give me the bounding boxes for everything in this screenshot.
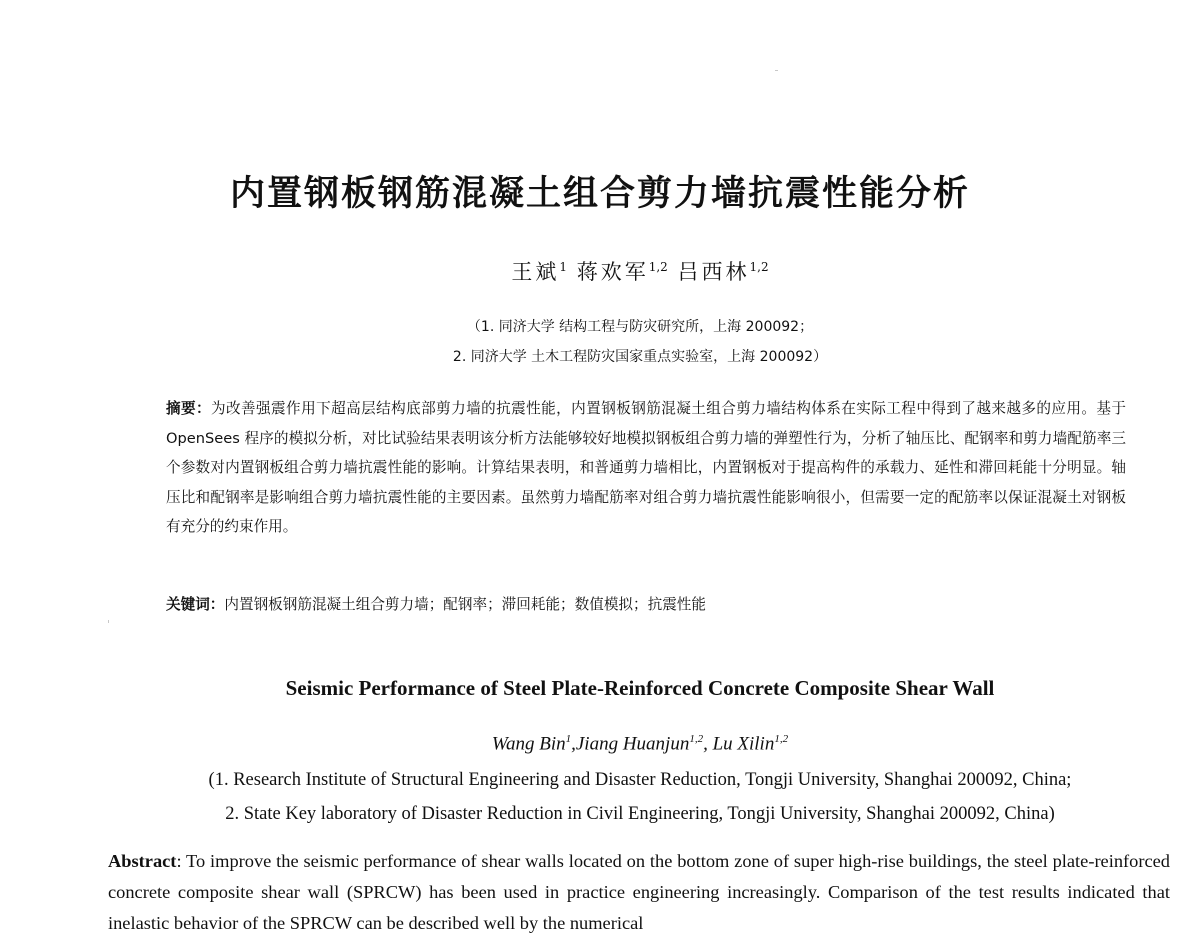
author-affil-sup: 1,2: [689, 733, 704, 745]
abstract-label: Abstract: [108, 851, 177, 871]
author-name: 王斌: [511, 260, 560, 284]
chinese-title: 内置钢板钢筋混凝土组合剪力墙抗震性能分析: [229, 174, 970, 214]
chinese-affiliation-line: （1. 同济大学 结构工程与防灾研究所，上海 200092；: [466, 319, 814, 335]
chinese-abstract: [166, 394, 1126, 542]
keywords-label: 关键词：: [166, 596, 225, 613]
abstract-text: 为改善强震作用下超高层结构底部剪力墙的抗震性能，内置钢板钢筋混凝土组合剪力墙结构体系在实际工程中得到了越来越多的应用。基于 OpenSees 程序的模拟分析，对比试验结果表明该分析方法能够较好地模拟钢板组合剪力墙的弹塑性行为，分析了轴压比、配钢率和剪力墙配筋率三个参数对内置钢板组合剪力墙抗震性能的影响。计算结果表明，和普通剪力墙相比，内置钢板对于提高构件的承载力、延性和滞回耗能十分明显。轴压比和配钢率是影响组合剪力墙抗震性能的主要因素。虽然剪力墙配筋率对组合剪力墙抗震性能影响很小，但需要一定的配筋率以保证混凝土对钢板有充分的约束作用。: [166, 400, 1126, 536]
author-name: 蒋欢军: [576, 260, 649, 284]
chinese-authors: [0, 256, 1200, 286]
author-affil-sup: 1,2: [774, 733, 789, 745]
english-affiliation-line: (1. Research Institute of Structural Engineering and Disaster Reduction, Tongji University, Shanghai 200092, China;: [208, 770, 1072, 790]
author-affil-sup: 1,2: [648, 260, 668, 274]
keywords-text: 内置钢板钢筋混凝土组合剪力墙；配钢率；滞回耗能；数值模拟；抗震性能: [224, 596, 706, 613]
author-name: Lu Xilin: [712, 733, 775, 755]
author-affil-sup: 1: [565, 733, 572, 745]
scan-speck: [775, 70, 778, 71]
author-separator: ,: [571, 733, 576, 755]
chinese-keywords: [166, 593, 1126, 617]
abstract-label: 摘要：: [166, 400, 212, 417]
author-name: Wang Bin: [491, 733, 566, 755]
english-affiliation-line: 2. State Key laboratory of Disaster Reduction in Civil Engineering, Tongji University, Shanghai 200092, China): [225, 804, 1055, 824]
scan-speck: [108, 620, 109, 623]
abstract-text: : To improve the seismic performance of shear walls located on the bottom zone of super high-rise buildings, the steel plate-reinforced concrete composite shear wall (SPRCW) has been used in practice engineering increasingly. Comparison of the test results indicated that inelastic behavior of the SPRCW can be described well by the numerical: [108, 851, 1170, 933]
author-name: Jiang Huanjun: [575, 733, 690, 755]
author-name: 吕西林: [677, 260, 750, 284]
author-affil-sup: 1: [559, 260, 568, 274]
english-authors: [0, 733, 1200, 755]
author-affil-sup: 1,2: [749, 260, 769, 274]
english-abstract: [108, 846, 1170, 939]
author-separator: ,: [703, 733, 713, 755]
english-title: Seismic Performance of Steel Plate-Reinforced Concrete Composite Shear Wall: [285, 676, 995, 700]
chinese-affiliation-line: 2. 同济大学 土木工程防灾国家重点实验室，上海 200092）: [452, 349, 828, 365]
